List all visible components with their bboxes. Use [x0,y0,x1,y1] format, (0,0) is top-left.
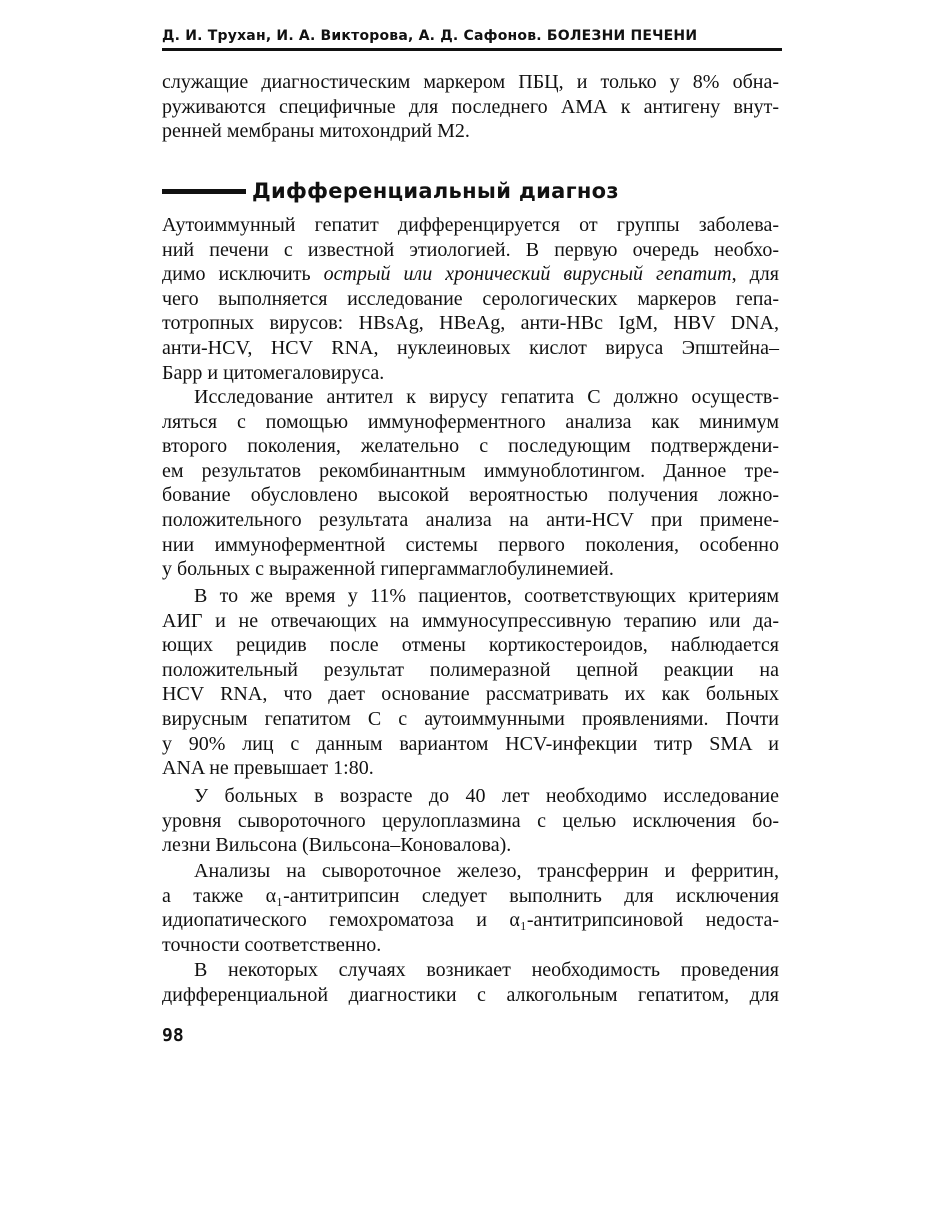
text-line: а также α₁-антитрипсин следует выполнить для исключения [162,884,779,907]
paragraph-4 [162,784,779,858]
section-title: Дифференциальный диагноз [252,179,619,203]
text-line: точности соответственно. [162,933,382,956]
intro-paragraph [162,70,779,144]
text-line: руживаются специфичные для последнего АМА к антигену внут- [162,95,779,118]
text-line: В то же время у 11% пациентов, соответствующих критериям [194,585,779,607]
text-line: HCV RNA, что дает основание рассматривать их как больных [162,683,779,706]
paragraph-5 [162,859,779,957]
header-rule [162,48,782,51]
text-line: положительный результат полимеразной цепной реакции на [162,658,779,681]
text-line: лезни Вильсона (Вильсона–Коновалова). [162,834,512,857]
running-head: Д. И. Трухан, И. А. Викторова, А. Д. Сафонов. БОЛЕЗНИ ПЕЧЕНИ [162,28,698,44]
heading-bar [162,189,246,194]
text-line: ем результатов рекомбинантным иммуноблотингом. Данное тре- [162,459,779,482]
text-line: Исследование антител к вирусу гепатита С должно осуществ- [194,386,779,408]
page-number: 98 [162,1025,184,1046]
text-line: Анализы на сывороточное железо, трансферрин и ферритин, [194,860,779,882]
text-line [162,262,779,287]
text-line: анти-HCV, HCV RNA, нуклеиновых кислот вируса Эпштейна– [162,336,779,359]
text-line: ляться с помощью иммуноферментного анализа как минимум [162,410,779,433]
text-line: Барр и цитомегаловируса. [162,361,385,384]
text-line: Аутоиммунный гепатит дифференцируется от группы заболева- [162,214,779,236]
text-line: ренней мембраны митохондрий М2. [162,120,470,143]
text-line: служащие диагностическим маркером ПБЦ, и только у 8% обна- [162,71,779,93]
text-line: бование обусловлено высокой вероятностью получения ложно- [162,484,779,507]
text-line: ний печени с известной этиологией. В первую очередь необхо- [162,238,779,261]
text-line: нии иммуноферментной системы первого поколения, особенно [162,533,779,556]
text-line: второго поколения, желательно с последующим подтверждени- [162,435,779,458]
text-line: у больных с выраженной гипергаммаглобулинемией. [162,558,614,581]
text-line: ANA не превышает 1:80. [162,757,374,780]
text-line: положительного результата анализа на анти-HCV при примене- [162,508,779,531]
text-line: вирусным гепатитом С с аутоиммунными проявлениями. Почти [162,707,779,730]
text-line: тотропных вирусов: HBsAg, HBeAg, анти-HBc IgM, HBV DNA, [162,312,779,335]
text-line: идиопатического гемохроматоза и α₁-антитрипсиновой недоста- [162,909,779,932]
text-line: ющих рецидив после отмены кортикостероидов, наблюдается [162,634,779,657]
text-line: у 90% лиц с данным вариантом HCV-инфекции титр SMA и [162,732,779,755]
text-line: уровня сывороточного церулоплазмина с целью исключения бо- [162,809,779,832]
paragraph-1 [162,213,779,385]
text-line: В некоторых случаях возникает необходимость проведения [194,959,779,981]
text-line: У больных в возрасте до 40 лет необходимо исследование [194,785,779,807]
paragraph-2 [162,385,779,582]
paragraph-6 [162,958,779,1007]
text-line: АИГ и не отвечающих на иммуносупрессивную терапию или да- [162,609,779,632]
text-line: дифференциальной диагностики с алкогольным гепатитом, для [162,983,779,1006]
paragraph-3 [162,584,779,781]
text-line: чего выполняется исследование серологических маркеров гепа- [162,287,779,310]
emphasis-text: острый или хронический вирусный гепатит [323,263,732,286]
section-heading [162,176,779,206]
text-span: , для [731,263,779,286]
text-span: димо исключить [162,263,324,286]
